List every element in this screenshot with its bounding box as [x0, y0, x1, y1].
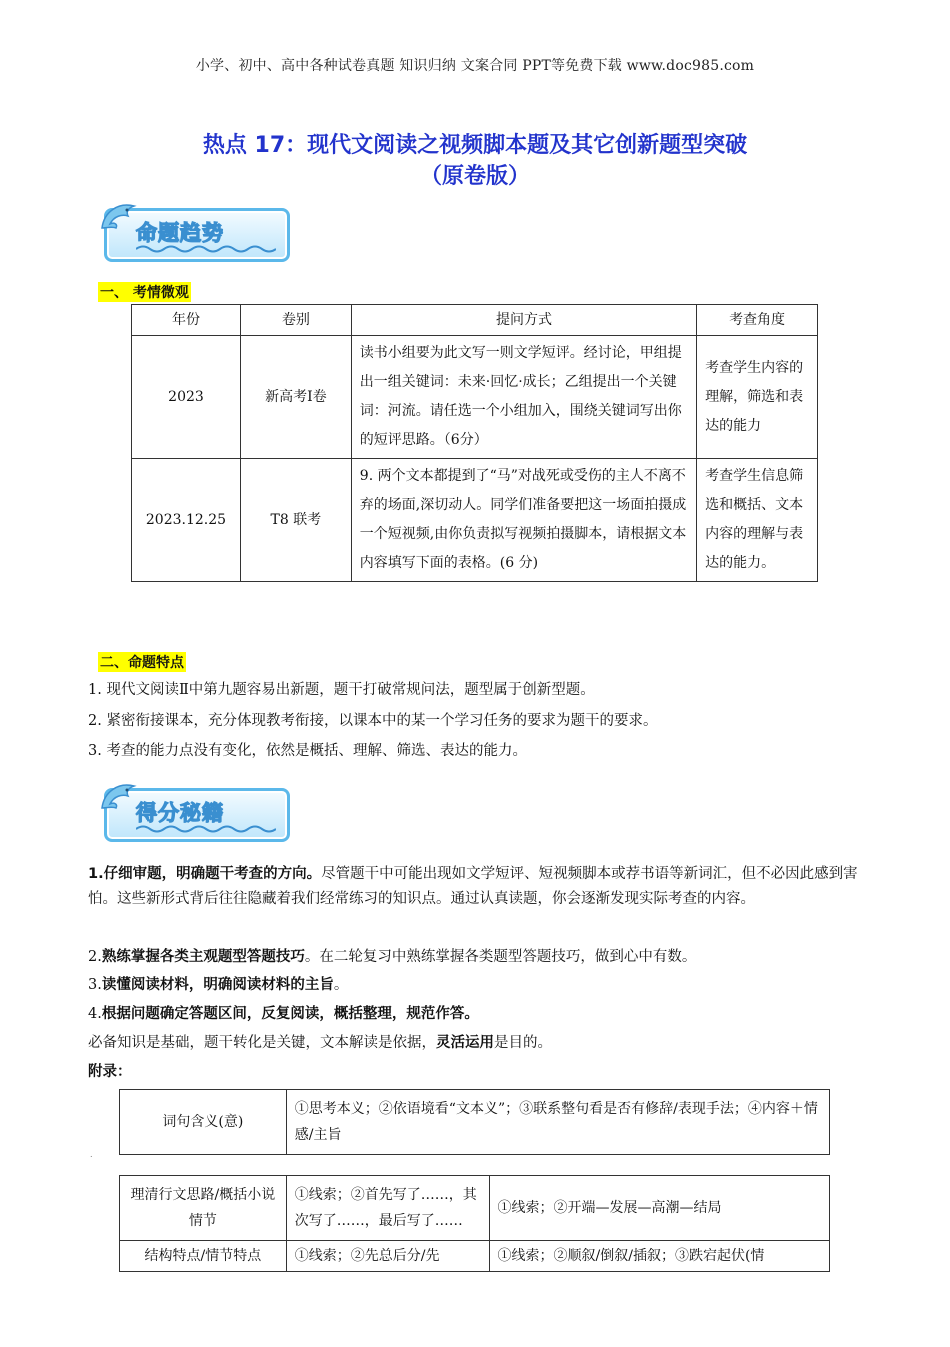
feature-item-3: 3. 考查的能力点没有变化，依然是概括、理解、筛选、表达的能力。 — [88, 743, 527, 759]
table-row — [132, 459, 818, 582]
wave-decoration — [136, 244, 276, 254]
appendix-table-1 — [119, 1089, 830, 1155]
cell-angle: 考查学生信息筛选和概括、文本内容的理解与表达的能力。 — [697, 459, 818, 582]
tip-bold: 熟练掌握各类主观题型答题技巧 — [101, 949, 305, 965]
header-year: 年份 — [132, 305, 241, 336]
feature-item-1: 1. 现代文阅读Ⅱ中第九题容易出新题，题干打破常规问法，题型属于创新型题。 — [88, 682, 595, 698]
appendix-label — [88, 1062, 868, 1083]
tip-item-1 — [88, 862, 868, 912]
appendix-content-cell: ①思考本义；②依语境看“文本义”；③联系整句看是否有修辞/表现手法；④内容＋情感/主旨 — [286, 1090, 829, 1155]
header-paper: 卷别 — [240, 305, 351, 336]
cell-question: 9. 两个文本都提到了“马”对战死或受伤的主人不离不弃的场面,深切动人。同学们准备要把这一场面拍摄成一个短视频,由你负责拟写视频拍摄脚本，请根据文本内容填写下面的表格。(6 分) — [351, 459, 696, 582]
tip-item-2 — [88, 947, 868, 968]
tip-item-4 — [88, 1004, 868, 1025]
table-row — [120, 1090, 830, 1155]
appendix-label-cell: 理清行文思路/概括小说情节 — [120, 1176, 287, 1241]
tip-text: 。在二轮复习中熟练掌握各类题型答题技巧，做到心中有数。 — [304, 949, 697, 965]
tips-banner-label: 得分秘籍 — [136, 801, 224, 825]
table-header-row — [132, 305, 818, 336]
table-row — [120, 1241, 830, 1272]
feature-item-2: 2. 紧密衔接课本，充分体现教考衔接，以课本中的某一个学习任务的要求为题干的要求。 — [88, 713, 658, 729]
section-heading-2: 二、命题特点 — [98, 652, 186, 672]
tip-summary — [88, 1033, 868, 1054]
summary-pre: 必备知识是基础，题干转化是关键，文本解读是依据， — [88, 1035, 436, 1051]
appendix-label-text: 附录： — [88, 1064, 132, 1080]
document-title — [0, 130, 950, 192]
table-row — [120, 1176, 830, 1241]
tip-num: 1. — [88, 866, 104, 882]
appendix-col3-cell: ①线索；②开端—发展—高潮—结局 — [489, 1176, 829, 1241]
section-heading-1: 一、 考情微观 — [98, 282, 191, 302]
wave-decoration — [136, 824, 276, 834]
cell-question: 读书小组要为此文写一则文学短评。经讨论，甲组提出一组关键词：未来·回忆·成长；乙组提出一个关键词：河流。请任选一个小组加入，围绕关键词写出你的短评思路。（6分） — [351, 336, 696, 459]
tip-item-3 — [88, 975, 868, 996]
cell-paper: T8 联考 — [240, 459, 351, 582]
tips-banner — [96, 778, 288, 840]
trend-banner — [96, 198, 288, 260]
trend-banner-label: 命题趋势 — [136, 221, 224, 245]
cell-year: 2023 — [132, 336, 241, 459]
exam-table — [131, 304, 818, 582]
appendix-col2-cell: ①线索；②首先写了……，其次写了……，最后写了…… — [286, 1176, 489, 1241]
stray-mark: . — [90, 1150, 93, 1159]
title-line-1: 热点 17：现代文阅读之视频脚本题及其它创新题型突破 — [202, 133, 748, 158]
appendix-col2-cell: ①线索；②先总后分/先 — [286, 1241, 489, 1272]
table-row — [132, 336, 818, 459]
tip-num: 4. — [88, 1006, 102, 1022]
cell-year: 2023.12.25 — [132, 459, 241, 582]
tip-text: 。 — [333, 977, 349, 993]
tip-text: 尽管题干中可能出现如文学短评、短视频脚本或荐书语等新词汇，但不必因此感到害怕。这些新形式背后往往隐藏着我们经常练习的知识点。通过认真读题，你会逐渐发现实际考查的内容。 — [88, 866, 858, 907]
appendix-table-2 — [119, 1175, 830, 1272]
appendix-col3-cell: ①线索；②顺叙/倒叙/插叙；③跌宕起伏(情 — [489, 1241, 829, 1272]
header-question: 提问方式 — [351, 305, 696, 336]
cell-paper: 新高考Ⅰ卷 — [240, 336, 351, 459]
title-line-2: （原卷版） — [419, 164, 530, 189]
summary-bold: 灵活运用 — [436, 1035, 494, 1051]
tip-bold: 根据问题确定答题区间，反复阅读，概括整理，规范作答。 — [101, 1006, 479, 1022]
tip-num: 3. — [88, 977, 102, 993]
cell-angle: 考查学生内容的理解，筛选和表达的能力 — [697, 336, 818, 459]
tip-num: 2. — [88, 949, 102, 965]
appendix-label-cell: 结构特点/情节特点 — [120, 1241, 287, 1272]
appendix-label-cell: 词句含义(意) — [120, 1090, 287, 1155]
header-note: 小学、初中、高中各种试卷真题 知识归纳 文案合同 PPT等免费下载 www.doc985.com — [195, 58, 755, 74]
summary-post: 是目的。 — [494, 1035, 552, 1051]
header-angle: 考查角度 — [697, 305, 818, 336]
tip-bold: 仔细审题，明确题干考查的方向。 — [103, 866, 322, 882]
tip-bold: 读懂阅读材料，明确阅读材料的主旨 — [101, 977, 334, 993]
